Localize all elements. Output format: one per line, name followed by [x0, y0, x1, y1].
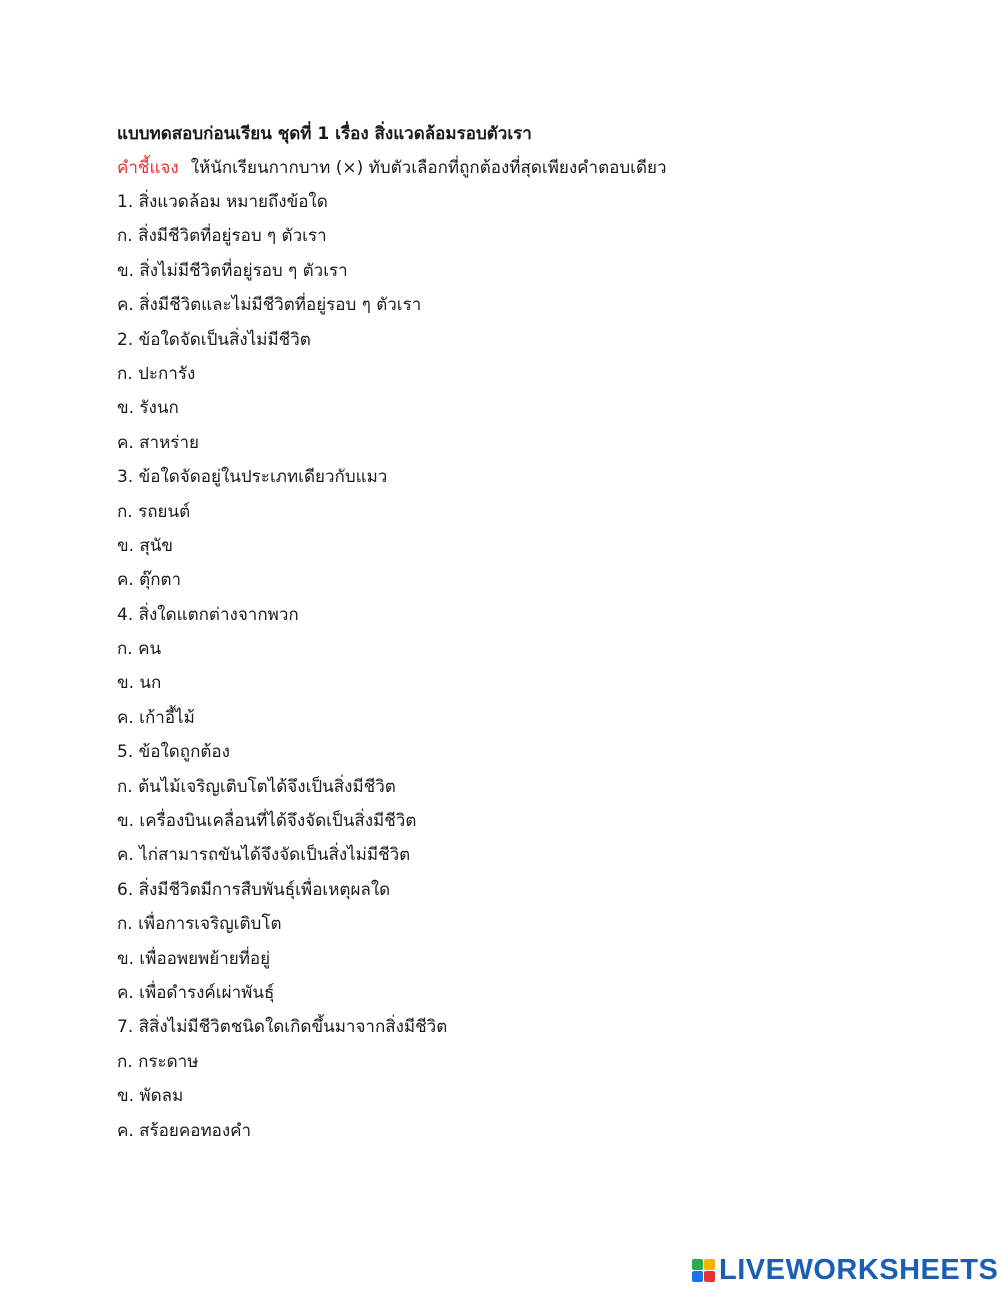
- logo-mark-square: [692, 1259, 703, 1270]
- answer-option[interactable]: ก. รถยนต์: [117, 501, 191, 522]
- answer-option[interactable]: ข. นก: [117, 673, 162, 694]
- logo-mark-square: [692, 1271, 703, 1282]
- answer-option[interactable]: ก. กระดาษ: [117, 1051, 199, 1072]
- logo-mark-square: [704, 1259, 715, 1270]
- answer-option[interactable]: ค. สร้อยคอทองคำ: [117, 1120, 252, 1141]
- question-text: 3. ข้อใดจัดอยู่ในประเภทเดียวกับแมว: [117, 467, 388, 488]
- answer-option[interactable]: ก. ต้นไม้เจริญเติบโตได้จึงเป็นสิ่งมีชีวิต: [117, 776, 396, 797]
- answer-option[interactable]: ค. สิ่งมีชีวิตและไม่มีชีวิตที่อยู่รอบ ๆ ตัวเรา: [117, 295, 422, 316]
- question-text: 5. ข้อใดถูกต้อง: [117, 742, 230, 763]
- answer-option[interactable]: ข. เครื่องบินเคลื่อนที่ได้จึงจัดเป็นสิ่งมีชีวิต: [117, 811, 417, 832]
- question-text: 6. สิ่งมีชีวิตมีการสืบพันธุ์เพื่อเหตุผลใด: [117, 879, 391, 900]
- worksheet-page: [117, 117, 937, 1148]
- liveworksheets-logo: [692, 1252, 998, 1288]
- worksheet-title: แบบทดสอบก่อนเรียน ชุดที่ 1 เรื่อง สิ่งแวดล้อมรอบตัวเรา: [117, 124, 532, 144]
- question-text: 1. สิ่งแวดล้อม หมายถึงข้อใด: [117, 192, 328, 212]
- answer-option[interactable]: ค. เก้าอี้ไม้: [117, 707, 195, 728]
- instruction-label: คำชี้แจง: [117, 158, 179, 178]
- answer-option[interactable]: ข. สุนัข: [117, 535, 174, 556]
- answer-option[interactable]: ค. ไก่สามารถขันได้จึงจัดเป็นสิ่งไม่มีชีวิต: [117, 845, 411, 866]
- answer-option[interactable]: ค. สาหร่าย: [117, 432, 199, 453]
- question-text: 2. ข้อใดจัดเป็นสิ่งไม่มีชีวิต: [117, 329, 311, 350]
- answer-option[interactable]: ค. ตุ๊กตา: [117, 570, 182, 591]
- logo-text: LIVEWORKSHEETS: [719, 1254, 999, 1286]
- liveworksheets-logo-icon: [692, 1259, 715, 1282]
- logo-mark-square: [704, 1271, 715, 1282]
- question-list: [117, 185, 937, 1148]
- answer-option[interactable]: ก. ปะการัง: [117, 363, 196, 384]
- answer-option[interactable]: ข. พัดลม: [117, 1086, 184, 1107]
- answer-option[interactable]: ข. เพื่ออพยพย้ายที่อยู่: [117, 948, 271, 969]
- answer-option[interactable]: ก. สิ่งมีชีวิตที่อยู่รอบ ๆ ตัวเรา: [117, 226, 327, 247]
- question-text: 7. สิสิ่งไม่มีชีวิตชนิดใดเกิดขึ้นมาจากสิ่งมีชีวิต: [117, 1017, 448, 1038]
- answer-option[interactable]: ก. เพื่อการเจริญเติบโต: [117, 914, 282, 935]
- answer-option[interactable]: ก. คน: [117, 639, 162, 660]
- answer-option[interactable]: ข. รังนก: [117, 398, 179, 419]
- answer-option[interactable]: ค. เพื่อดำรงค์เผ่าพันธุ์: [117, 982, 275, 1003]
- question-text: 4. สิ่งใดแตกต่างจากพวก: [117, 604, 299, 625]
- instruction-line: [117, 151, 937, 185]
- answer-option[interactable]: ข. สิ่งไม่มีชีวิตที่อยู่รอบ ๆ ตัวเรา: [117, 260, 348, 281]
- instruction-text: ให้นักเรียนกากบาท (×) ทับตัวเลือกที่ถูกต้องที่สุดเพียงคำตอบเดียว: [190, 158, 667, 178]
